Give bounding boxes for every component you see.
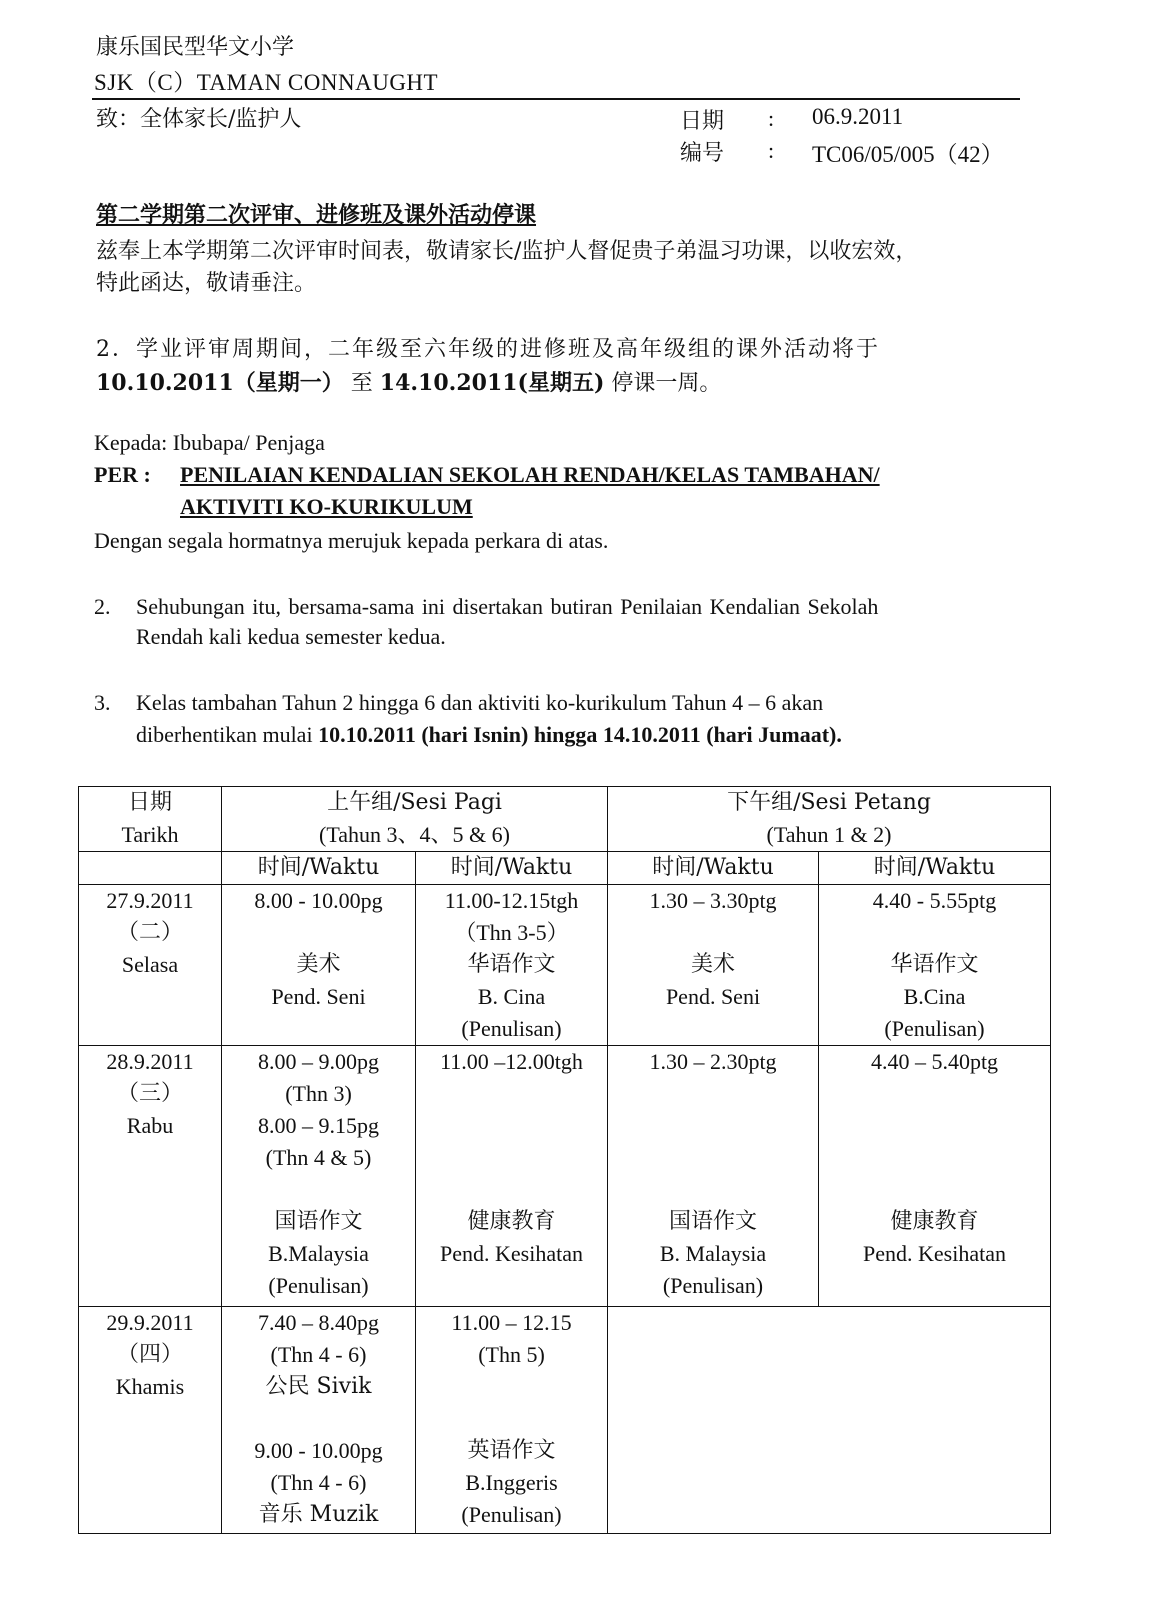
header-afternoon-session: 下午组/Sesi Petang (Tahun 1 & 2) [608,787,1051,852]
school-name-english: SJK（C）TAMAN CONNAUGHT [94,70,439,95]
subheader-time-label: 时间/Waktu [222,852,416,885]
school-name-chinese: 康乐国民型华文小学 [96,35,295,60]
header-date-cell: 日期 Tarikh [79,787,222,852]
chinese-para2-connector: 至 [343,371,380,396]
item3-line2-dates: 10.10.2011 (hari Isnin) hingga 14.10.2011 (hari Jumaat). [318,722,842,747]
table-row [79,1307,1051,1534]
per-subject-line1: PENILAIAN KENDALIAN SEKOLAH RENDAH/KELAS TAMBAHAN/ [180,462,880,487]
per-label: PER : [94,462,151,487]
malay-intro: Dengan segala hormatnya merujuk kepada perkara di atas. [94,528,609,553]
item3-line1: Kelas tambahan Tahun 2 hingga 6 dan aktiviti ko-kurikulum Tahun 4 – 6 akan [136,690,824,715]
subheader-time-label: 时间/Waktu [819,852,1051,885]
chinese-para2-line2 [96,366,721,397]
chinese-para1-line2: 特此函达，敬请垂注。 [96,271,317,296]
item3-line2-prefix: diberhentikan mulai [136,722,319,747]
schedule-cell: 4.40 – 5.40ptg 健康教育 Pend. Kesihatan [819,1046,1051,1307]
schedule-cell: 4.40 - 5.55ptg 华语作文 B.Cina (Penulisan) [819,885,1051,1046]
chinese-para2-ending: 停课一周。 [604,371,722,396]
item2-line2: Rendah kali kedua semester kedua. [136,624,446,649]
reference-label: 编号 [680,141,725,166]
item2-line1: Sehubungan itu, bersama-sama ini disertakan butiran Penilaian Kendalian Sekolah [136,594,879,619]
date-value: 06.9.2011 [812,104,904,129]
date-label: 日期 [680,109,725,134]
schedule-cell: 11.00 –12.00tgh 健康教育 Pend. Kesihatan [416,1046,608,1307]
reference-value: TC06/05/005（42） [812,142,1004,167]
date-cell: 28.9.2011 （三） Rabu [79,1046,222,1307]
reference-colon: : [768,138,775,163]
date-cell: 29.9.2011 （四） Khamis [79,1307,222,1534]
malay-recipient: Kepada: Ibubapa/ Penjaga [94,430,325,455]
schedule-cell: 1.30 – 2.30ptg 国语作文 B. Malaysia (Penulisan) [608,1046,819,1307]
chinese-notice-title: 第二学期第二次评审、进修班及课外活动停课 [96,202,537,228]
table-header-row [79,787,1051,852]
table-subheader-row [79,852,1051,885]
subheader-time-label: 时间/Waktu [416,852,608,885]
chinese-para1-line1: 兹奉上本学期第二次评审时间表，敬请家长/监护人督促贵子弟温习功课，以收宏效， [96,239,918,264]
chinese-para2-line1: 2．学业评审周期间，二年级至六年级的进修班及高年级组的课外活动将于 [96,337,880,362]
schedule-cell: 11.00 – 12.15 (Thn 5) 英语作文 B.Inggeris (Penulisan) [416,1307,608,1534]
date-colon: : [768,106,775,131]
per-subject-line2: AKTIVITI KO-KURIKULUM [180,494,473,519]
chinese-para2-end-date: 14.10.2011(星期五) [379,370,605,396]
schedule-cell: 8.00 – 9.00pg (Thn 3) 8.00 – 9.15pg (Thn 4 & 5) 国语作文 B.Malaysia (Penulisan) [222,1046,416,1307]
empty-afternoon-cell [608,1307,1051,1534]
schedule-cell: 11.00-12.15tgh （Thn 3-5） 华语作文 B. Cina (Penulisan) [416,885,608,1046]
item3-line2 [136,722,842,748]
chinese-para2-start-date: 10.10.2011（星期一） [96,370,344,396]
schedule-cell: 8.00 - 10.00pg 美术 Pend. Seni [222,885,416,1046]
exam-schedule-table [78,786,1051,1534]
header-morning-session: 上午组/Sesi Pagi (Tahun 3、4、5 & 6) [222,787,608,852]
table-row [79,885,1051,1046]
subheader-time-label: 时间/Waktu [608,852,819,885]
date-cell: 27.9.2011 （二） Selasa [79,885,222,1046]
item3-number: 3. [94,690,111,715]
schedule-cell: 1.30 – 3.30ptg 美术 Pend. Seni [608,885,819,1046]
recipient-chinese: 致：全体家长/监护人 [96,107,302,132]
item2-number: 2. [94,594,111,619]
schedule-cell: 7.40 – 8.40pg (Thn 4 - 6) 公民 Sivik 9.00 - 10.00pg (Thn 4 - 6) 音乐 Muzik [222,1307,416,1534]
header-divider [92,98,1020,100]
table-row [79,1046,1051,1307]
subheader-empty-cell [79,852,222,885]
